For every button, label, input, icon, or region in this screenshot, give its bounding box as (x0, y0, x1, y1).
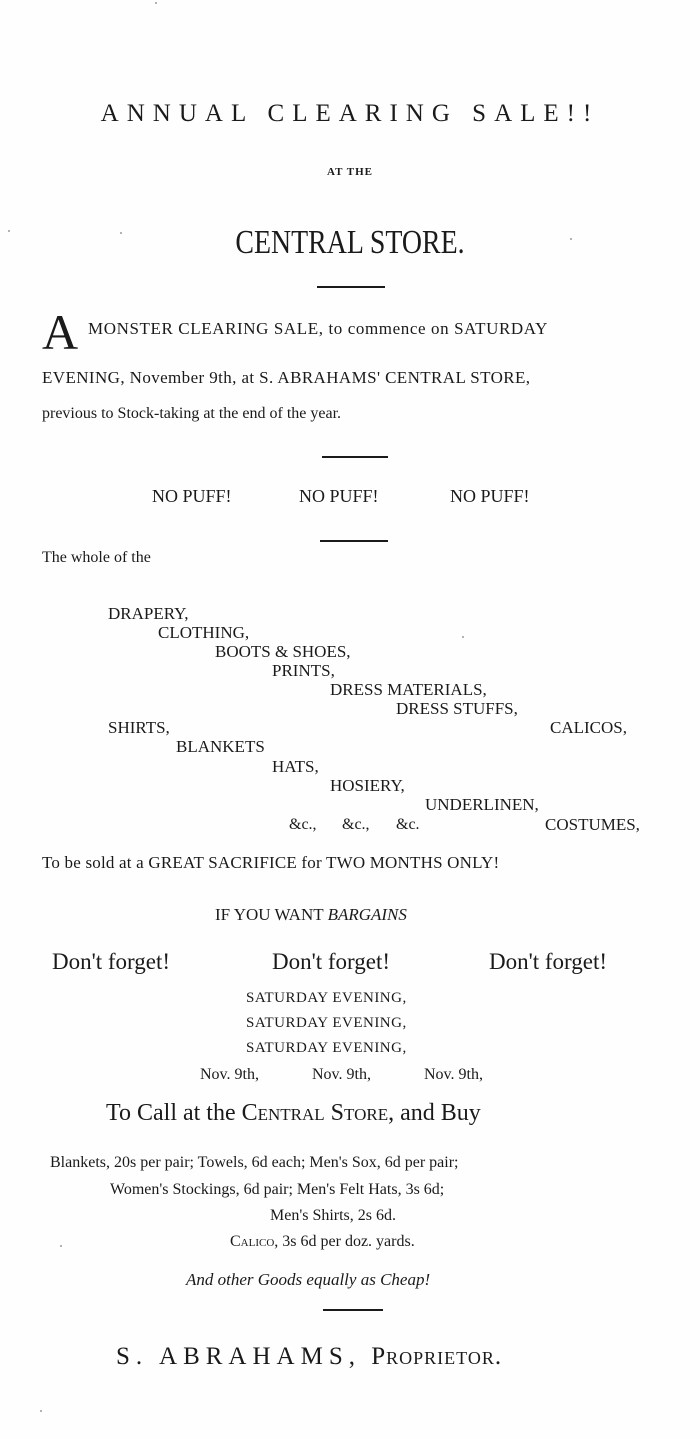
nov-9th-3: Nov. 9th, (424, 1066, 483, 1083)
intro-line-2: EVENING, November 9th, at S. ABRAHAMS' CENTRAL STORE, (42, 368, 531, 387)
divider-2 (322, 456, 388, 458)
goods-hats: HATS, (272, 757, 319, 776)
footer-name: S. ABRAHAMS, (116, 1343, 361, 1370)
footer-title: Proprietor. (371, 1343, 503, 1370)
paper-speck (8, 230, 10, 232)
goods-etc-1: &c., (289, 816, 317, 833)
at-the-label: AT THE (326, 166, 374, 178)
whole-of-the-text: The whole of the (42, 549, 151, 566)
intro-line-1: MONSTER CLEARING SALE, to commence on SATURDAY (88, 319, 548, 338)
other-goods-line: And other Goods equally as Cheap! (186, 1270, 431, 1289)
sale-headline: ANNUAL CLEARING SALE!! (100, 100, 600, 127)
goods-dress-stuffs: DRESS STUFFS, (396, 699, 518, 718)
price-calico: Calico (230, 1233, 275, 1250)
saturday-evening-3: SATURDAY EVENING, (246, 1040, 407, 1056)
call-line (106, 1100, 481, 1127)
paper-speck (60, 1245, 62, 1247)
price-line-3: Men's Shirts, 2s 6d. (270, 1207, 397, 1224)
sacrifice-line: To be sold at a GREAT SACRIFICE for TWO MONTHS ONLY! (42, 853, 500, 872)
paper-speck (462, 636, 464, 638)
saturday-evening-1: SATURDAY EVENING, (246, 990, 407, 1006)
bargains-word: BARGAINS (327, 905, 407, 924)
price-line-2: Women's Stockings, 6d pair; Men's Felt Hats, 3s 6d; (110, 1181, 445, 1198)
call-store: Central Store (241, 1100, 389, 1126)
footer-signature (116, 1343, 502, 1371)
dont-forget-2: Don't forget! (272, 949, 391, 974)
paper-speck (120, 232, 122, 234)
goods-prints: PRINTS, (272, 661, 335, 680)
goods-hosiery: HOSIERY, (330, 776, 405, 795)
store-name-heading: CENTRAL STORE. (235, 224, 465, 261)
nov-9th-1: Nov. 9th, (200, 1066, 259, 1083)
paper-speck (40, 1410, 42, 1412)
divider-1 (317, 286, 385, 288)
goods-shirts: SHIRTS, (108, 718, 170, 737)
goods-underlinen: UNDERLINEN, (425, 795, 539, 814)
price-line-4 (230, 1233, 415, 1251)
dont-forget-3: Don't forget! (489, 949, 608, 974)
saturday-evening-2: SATURDAY EVENING, (246, 1015, 407, 1031)
paper-speck (570, 238, 572, 240)
goods-dress-materials: DRESS MATERIALS, (330, 680, 487, 699)
paper-speck (155, 2, 157, 4)
divider-3 (320, 540, 388, 542)
no-puff-3: NO PUFF! (450, 486, 530, 506)
goods-costumes: COSTUMES, (545, 815, 640, 834)
no-puff-1: NO PUFF! (152, 486, 232, 506)
price-calico-rest: , 3s 6d per doz. yards. (274, 1233, 415, 1250)
goods-blankets: BLANKETS (176, 737, 265, 756)
bargains-line (215, 905, 407, 925)
call-prefix: To Call at the (106, 1100, 236, 1126)
goods-clothing: CLOTHING, (158, 623, 250, 642)
goods-etc-3: &c. (396, 816, 420, 833)
drop-cap: A (42, 304, 79, 360)
no-puff-2: NO PUFF! (299, 486, 379, 506)
bargains-prefix: IF YOU WANT (215, 905, 324, 924)
divider-4 (323, 1309, 383, 1311)
goods-drapery: DRAPERY, (108, 604, 189, 623)
call-suffix: , and Buy (388, 1100, 481, 1126)
intro-line-3: previous to Stock-taking at the end of the year. (42, 405, 342, 422)
nov-9th-2: Nov. 9th, (312, 1066, 371, 1083)
price-line-1: Blankets, 20s per pair; Towels, 6d each; Men's Sox, 6d per pair; (50, 1154, 459, 1171)
goods-etc-2: &c., (342, 816, 370, 833)
goods-calicos: CALICOS, (550, 718, 627, 737)
dont-forget-1: Don't forget! (52, 949, 171, 974)
goods-boots: BOOTS & SHOES, (215, 642, 351, 661)
